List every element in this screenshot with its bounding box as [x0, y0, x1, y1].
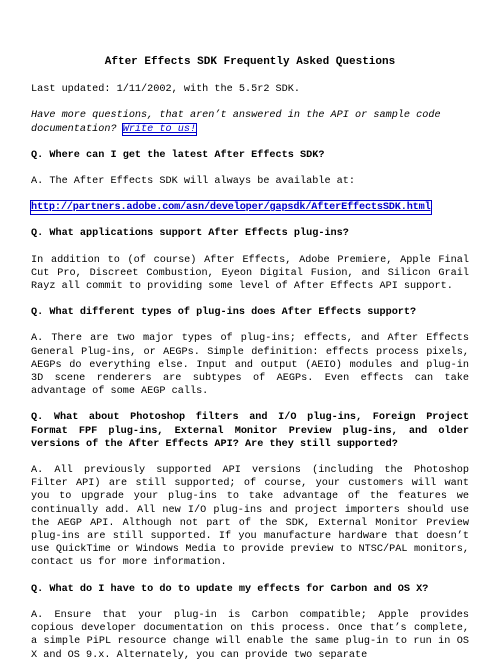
sdk-url-link[interactable]: http://partners.adobe.com/asn/developer/gapsdk/AfterEffectsSDK.html — [31, 202, 431, 214]
question-4: Q. What about Photoshop filters and I/O plug-ins, Foreign Project Format FPF plug-ins, External Monitor Preview plug-ins, and older versions of the After Effects API? Are they still supported? — [31, 412, 469, 450]
question-3: Q. What different types of plug-ins does After Effects support? — [31, 307, 417, 319]
intro-text: Have more questions, that aren’t answered in the API or sample code documentation? — [31, 110, 441, 135]
answer-3: A. There are two major types of plug-ins; effects, and After Effects General Plug-ins, or AEGPs. Simple definition: effects process pixels, AEGPs do everything else. Input and output (AEIO) modules and plug-in 3D scene renderers are subtypes of AEGPs. Even effects can take advantage of some AEGP calls. — [31, 333, 469, 398]
page-title: After Effects SDK Frequently Asked Questions — [104, 56, 396, 68]
answer-5: A. Ensure that your plug-in is Carbon compatible; Apple provides copious developer documentation on this process. Once that’s complete, a simple PiPL resource change will enable the same plug-in to run in OS X and OS 9.x. Alternately, you can provide two separate — [31, 609, 469, 661]
question-1: Q. Where can I get the latest After Effects SDK? — [31, 149, 325, 161]
intro-paragraph — [31, 109, 469, 135]
write-to-us-link[interactable]: Write to us! — [122, 123, 197, 135]
answer-1: A. The After Effects SDK will always be available at: — [31, 176, 356, 188]
answer-2: In addition to (of course) After Effects, Adobe Premiere, Apple Final Cut Pro, Discreet Combustion, Eyeon Digital Fusion, and Silicon Grail Rayz all commit to providing some level of After Effects API support. — [31, 254, 469, 293]
question-5: Q. What do I have to do to update my effects for Carbon and OS X? — [31, 583, 429, 595]
last-updated: Last updated: 1/11/2002, with the 5.5r2 SDK. — [31, 84, 300, 96]
question-2: Q. What applications support After Effects plug-ins? — [31, 228, 349, 240]
answer-4: A. All previously supported API versions (including the Photoshop Filter API) are still supported; of course, your customers will want you to upgrade your plug-ins to take advantage of the features we continually add. All new I/O plug-ins and project importers should use the AEGP API. Although not part of the SDK, External Monitor Preview plug-ins are still supported. If you manufacture hardware that doesn’t use QuickTime or Windows Media to provide preview to NTSC/PAL monitors, contact us for more information. — [31, 465, 469, 569]
